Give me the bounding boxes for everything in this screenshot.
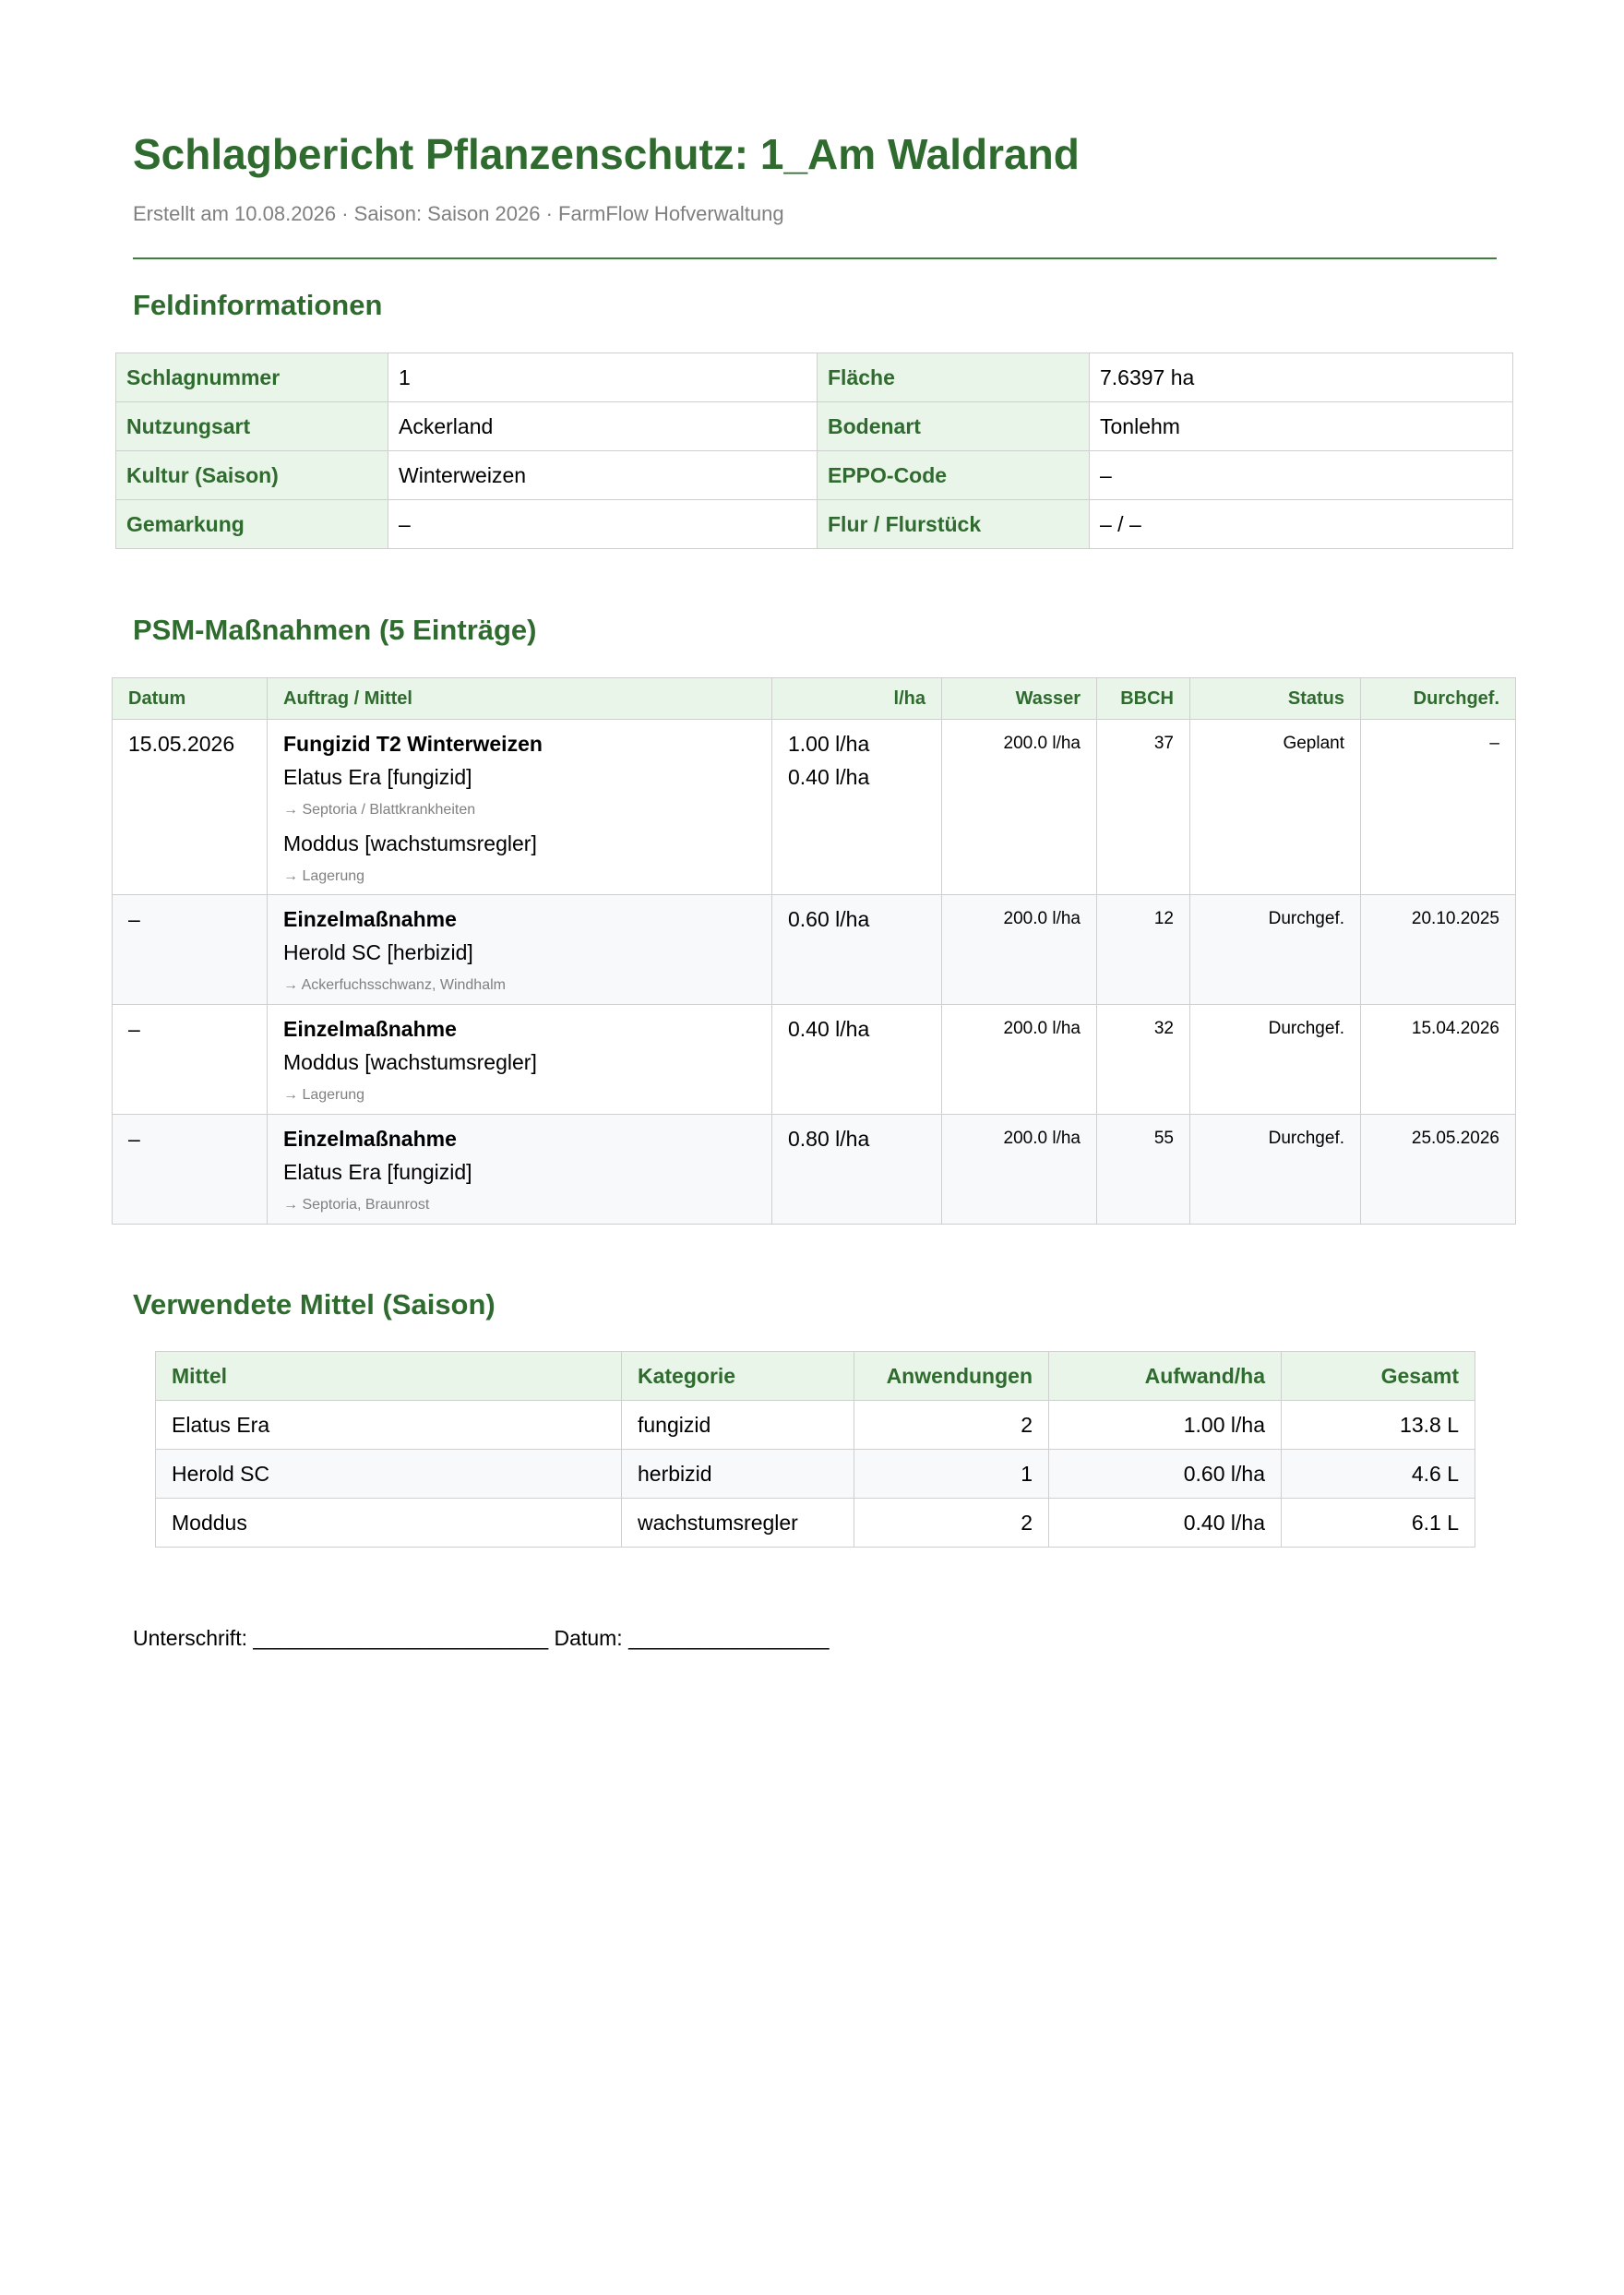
column-header-lha: l/ha xyxy=(772,678,942,720)
order-title: Einzelmaßnahme xyxy=(283,1017,457,1041)
page-subtitle: Erstellt am 10.08.2026 · Saison: Saison 2026 · FarmFlow Hofverwaltung xyxy=(133,202,784,225)
product-target: → Lagerung xyxy=(283,868,365,884)
column-header-datum: Datum xyxy=(113,678,268,720)
measure-water: 200.0 l/ha xyxy=(942,1005,1097,1115)
column-header-status: Status xyxy=(1190,678,1361,720)
field-info-value: – xyxy=(1090,451,1513,500)
field-info-label: Bodenart xyxy=(818,402,1090,451)
measure-status: Durchgef. xyxy=(1190,1005,1361,1115)
measure-date: – xyxy=(113,895,268,1005)
column-header-aufwand: Aufwand/ha xyxy=(1049,1352,1282,1401)
product-applications: 2 xyxy=(854,1401,1049,1450)
field-info-value: Winterweizen xyxy=(388,451,818,500)
table-row xyxy=(113,720,1516,895)
product-target: → Ackerfuchsschwanz, Windhalm xyxy=(283,977,506,993)
column-header-wasser: Wasser xyxy=(942,678,1097,720)
section-heading-measures: PSM-Maßnahmen (5 Einträge) xyxy=(133,614,537,646)
field-info-label: Nutzungsart xyxy=(116,402,388,451)
measure-bbch: 55 xyxy=(1097,1115,1190,1225)
measure-rates xyxy=(772,720,942,895)
field-info-label: Gemarkung xyxy=(116,500,388,549)
product-applications: 2 xyxy=(854,1499,1049,1548)
rate-value: 0.40 l/ha xyxy=(788,1017,870,1041)
field-info-row xyxy=(116,353,1513,402)
column-header-durchgef: Durchgef. xyxy=(1361,678,1516,720)
field-info-label: EPPO-Code xyxy=(818,451,1090,500)
field-info-value: 7.6397 ha xyxy=(1090,353,1513,402)
measure-done-date: – xyxy=(1361,720,1516,895)
measure-done-date: 15.04.2026 xyxy=(1361,1005,1516,1115)
field-info-row xyxy=(116,451,1513,500)
measure-water: 200.0 l/ha xyxy=(942,720,1097,895)
column-header-mittel: Mittel xyxy=(156,1352,622,1401)
measure-rates xyxy=(772,1005,942,1115)
product-name: Moddus [wachstumsregler] xyxy=(283,1050,537,1074)
rate-value: 1.00 l/ha xyxy=(788,732,870,756)
measure-rates xyxy=(772,1115,942,1225)
product-rate: 1.00 l/ha xyxy=(1049,1401,1282,1450)
measure-status: Durchgef. xyxy=(1190,895,1361,1005)
rate-value: 0.80 l/ha xyxy=(788,1127,870,1151)
field-info-label: Kultur (Saison) xyxy=(116,451,388,500)
measure-order xyxy=(268,895,772,1005)
measures-table xyxy=(112,677,1516,1225)
table-row xyxy=(156,1499,1475,1548)
column-header-anwendungen: Anwendungen xyxy=(854,1352,1049,1401)
field-info-label: Schlagnummer xyxy=(116,353,388,402)
measure-bbch: 32 xyxy=(1097,1005,1190,1115)
order-title: Fungizid T2 Winterweizen xyxy=(283,732,543,756)
measure-rates xyxy=(772,895,942,1005)
measure-done-date: 20.10.2025 xyxy=(1361,895,1516,1005)
table-row xyxy=(156,1450,1475,1499)
measure-status: Durchgef. xyxy=(1190,1115,1361,1225)
measure-done-date: 25.05.2026 xyxy=(1361,1115,1516,1225)
product-applications: 1 xyxy=(854,1450,1049,1499)
product-name: Elatus Era xyxy=(156,1401,622,1450)
column-header-kategorie: Kategorie xyxy=(622,1352,854,1401)
column-header-gesamt: Gesamt xyxy=(1282,1352,1475,1401)
field-info-value: – / – xyxy=(1090,500,1513,549)
field-info-value: – xyxy=(388,500,818,549)
product-target: → Lagerung xyxy=(283,1087,365,1103)
products-header-row xyxy=(156,1352,1475,1401)
field-info-value: Ackerland xyxy=(388,402,818,451)
product-name: Elatus Era [fungizid] xyxy=(283,1160,472,1184)
product-total: 6.1 L xyxy=(1282,1499,1475,1548)
table-row xyxy=(113,1005,1516,1115)
table-row xyxy=(113,1115,1516,1225)
table-row xyxy=(156,1401,1475,1450)
product-rate: 0.60 l/ha xyxy=(1049,1450,1282,1499)
product-category: fungizid xyxy=(622,1401,854,1450)
field-info-label: Fläche xyxy=(818,353,1090,402)
products-table xyxy=(155,1351,1475,1548)
column-header-auftrag: Auftrag / Mittel xyxy=(268,678,772,720)
page-title: Schlagbericht Pflanzenschutz: 1_Am Waldrand xyxy=(133,130,1080,178)
product-name: Moddus xyxy=(156,1499,622,1548)
signature-line: Unterschrift: _________________________ Datum: _________________ xyxy=(133,1626,830,1650)
rate-value: 0.40 l/ha xyxy=(788,765,870,789)
order-title: Einzelmaßnahme xyxy=(283,907,457,931)
header-divider xyxy=(133,257,1497,259)
field-info-label: Flur / Flurstück xyxy=(818,500,1090,549)
measure-order xyxy=(268,1115,772,1225)
measure-order xyxy=(268,720,772,895)
product-target: → Septoria / Blattkrankheiten xyxy=(283,802,476,818)
field-info-row xyxy=(116,500,1513,549)
product-name: Herold SC xyxy=(156,1450,622,1499)
measure-bbch: 12 xyxy=(1097,895,1190,1005)
column-header-bbch: BBCH xyxy=(1097,678,1190,720)
measure-date: 15.05.2026 xyxy=(113,720,268,895)
product-category: wachstumsregler xyxy=(622,1499,854,1548)
product-target: → Septoria, Braunrost xyxy=(283,1197,430,1213)
product-total: 13.8 L xyxy=(1282,1401,1475,1450)
field-info-value: Tonlehm xyxy=(1090,402,1513,451)
table-row xyxy=(113,895,1516,1005)
order-title: Einzelmaßnahme xyxy=(283,1127,457,1151)
section-heading-products: Verwendete Mittel (Saison) xyxy=(133,1288,496,1321)
product-total: 4.6 L xyxy=(1282,1450,1475,1499)
product-name: Herold SC [herbizid] xyxy=(283,940,473,964)
field-info-table xyxy=(115,353,1513,549)
measure-water: 200.0 l/ha xyxy=(942,895,1097,1005)
measure-date: – xyxy=(113,1115,268,1225)
field-info-value: 1 xyxy=(388,353,818,402)
measure-bbch: 37 xyxy=(1097,720,1190,895)
product-name: Elatus Era [fungizid] xyxy=(283,765,472,789)
product-category: herbizid xyxy=(622,1450,854,1499)
product-name: Moddus [wachstumsregler] xyxy=(283,831,537,855)
measures-header-row xyxy=(113,678,1516,720)
measure-status: Geplant xyxy=(1190,720,1361,895)
section-heading-field-info: Feldinformationen xyxy=(133,289,383,321)
rate-value: 0.60 l/ha xyxy=(788,907,870,931)
product-rate: 0.40 l/ha xyxy=(1049,1499,1282,1548)
measure-date: – xyxy=(113,1005,268,1115)
measure-water: 200.0 l/ha xyxy=(942,1115,1097,1225)
measure-order xyxy=(268,1005,772,1115)
field-info-row xyxy=(116,402,1513,451)
